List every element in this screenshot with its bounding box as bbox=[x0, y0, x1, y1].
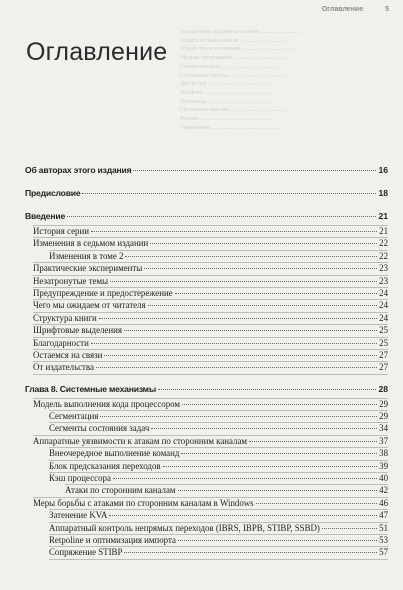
toc-entry-label: Модель выполнения кода процессором bbox=[33, 398, 181, 409]
toc-page-number: 24 bbox=[379, 312, 388, 323]
toc-page-number: 21 bbox=[379, 226, 388, 236]
dot-leader bbox=[158, 389, 376, 390]
dot-leader bbox=[163, 466, 378, 467]
toc-section bbox=[25, 211, 388, 375]
toc-entry-label: Внеочередное выполнение команд bbox=[49, 448, 180, 459]
toc-entry-label: Структура книги bbox=[33, 312, 97, 323]
toc-entry-label: Блок предсказания переходов bbox=[49, 460, 161, 471]
dot-leader bbox=[124, 330, 377, 331]
ghost-line: Модель прерываний ...................................... bbox=[180, 55, 291, 62]
toc-page-number: 46 bbox=[379, 497, 388, 508]
toc-entry-label: Атаки по сторонним каналам bbox=[65, 485, 176, 496]
toc-subentry[interactable] bbox=[33, 361, 388, 374]
table-of-contents bbox=[25, 165, 388, 569]
toc-subentry[interactable] bbox=[33, 299, 388, 311]
dot-leader bbox=[181, 453, 377, 454]
toc-subentry[interactable] bbox=[33, 312, 388, 324]
toc-entry-label: Сегментация bbox=[49, 411, 99, 422]
toc-subentry[interactable] bbox=[33, 237, 388, 249]
toc-subentry[interactable] bbox=[49, 460, 388, 472]
dot-leader bbox=[144, 268, 377, 269]
toc-entry-label: Аппаратный контроль непрямых переходов (IBRS, IBPB, STIBP, SSBD) bbox=[49, 522, 320, 533]
running-head-text: Оглавление bbox=[321, 6, 364, 13]
running-head-page: 5 bbox=[385, 6, 389, 13]
toc-entry-label: Предупреждение и предостережение bbox=[33, 287, 173, 298]
dot-leader bbox=[178, 490, 378, 491]
toc-page-number: 18 bbox=[378, 188, 388, 198]
toc-subentry[interactable] bbox=[33, 275, 388, 287]
toc-subentries bbox=[25, 398, 388, 560]
toc-page-number: 29 bbox=[379, 411, 388, 422]
toc-page-number: 51 bbox=[379, 522, 388, 533]
toc-page-number: 25 bbox=[379, 337, 388, 348]
toc-page-number: 47 bbox=[379, 510, 388, 521]
toc-entry-label: Аппаратные уязвимости к атакам по сторонним каналам bbox=[33, 435, 248, 446]
toc-subentry[interactable] bbox=[33, 287, 388, 299]
ghost-line: Синхронизация .......................................... bbox=[180, 63, 285, 70]
toc-page-number: 25 bbox=[379, 325, 388, 336]
toc-page-number: 29 bbox=[379, 398, 388, 409]
ghost-line: Системные вызовы ...................................... bbox=[180, 107, 288, 114]
toc-subentry[interactable] bbox=[65, 484, 388, 496]
toc-subentries bbox=[25, 225, 388, 375]
toc-chapter-entry[interactable] bbox=[25, 384, 388, 398]
toc-subentry[interactable] bbox=[33, 398, 388, 410]
toc-subentry[interactable] bbox=[49, 509, 388, 521]
dot-leader bbox=[109, 515, 377, 516]
toc-section bbox=[25, 165, 388, 179]
toc-entry-label: Об авторах этого издания bbox=[25, 165, 132, 175]
toc-entry-label: Глава 8. Системные механизмы bbox=[25, 383, 156, 394]
toc-page-number: 27 bbox=[379, 349, 388, 360]
dot-leader bbox=[113, 478, 377, 479]
toc-subentry[interactable] bbox=[33, 435, 388, 447]
toc-chapter-entry[interactable] bbox=[25, 211, 388, 225]
toc-entry-label: Незатронутые темы bbox=[33, 275, 109, 286]
dot-leader bbox=[91, 231, 377, 232]
toc-entry-label: Остаемся на связи bbox=[33, 349, 103, 360]
dot-leader bbox=[175, 293, 377, 294]
toc-subentry[interactable] bbox=[49, 410, 388, 422]
toc-subentry[interactable] bbox=[49, 522, 388, 534]
toc-page-number: 34 bbox=[379, 423, 388, 434]
dot-leader bbox=[110, 281, 377, 282]
dot-leader bbox=[151, 428, 377, 429]
toc-subentry[interactable] bbox=[49, 472, 388, 484]
toc-entry-label: Практические эксперименты bbox=[33, 263, 143, 274]
dot-leader bbox=[100, 416, 377, 417]
dot-leader bbox=[150, 243, 377, 244]
toc-page-number: 42 bbox=[379, 485, 388, 496]
ghost-line: Защита от выполнения ................................... bbox=[180, 37, 293, 44]
dot-leader bbox=[322, 528, 377, 529]
toc-entry-label: Сопряжение STIBP bbox=[49, 547, 123, 558]
toc-entry-label: Чего мы ожидаем от читателя bbox=[33, 300, 146, 311]
dot-leader bbox=[82, 193, 376, 194]
dot-leader bbox=[91, 343, 377, 344]
show-through-text bbox=[180, 28, 390, 132]
dot-leader bbox=[249, 441, 377, 442]
dot-leader bbox=[104, 355, 377, 356]
page-title: Оглавление bbox=[26, 38, 168, 66]
dot-leader bbox=[256, 503, 378, 504]
ghost-line: Управление ............................................ bbox=[180, 124, 278, 131]
toc-page-number: 53 bbox=[379, 534, 388, 545]
toc-subentry[interactable] bbox=[49, 250, 388, 262]
toc-page-number: 23 bbox=[379, 275, 388, 286]
toc-page-number: 37 bbox=[379, 435, 388, 446]
toc-page-number: 40 bbox=[379, 473, 388, 484]
ghost-line: Диспетчер ............................................. bbox=[180, 81, 277, 88]
toc-page-number: 21 bbox=[378, 211, 388, 221]
dot-leader bbox=[125, 256, 377, 257]
toc-subentry[interactable] bbox=[33, 262, 388, 274]
running-head bbox=[322, 6, 389, 13]
toc-section bbox=[25, 188, 388, 202]
dot-leader bbox=[67, 216, 376, 217]
toc-entry-label: История серии bbox=[33, 226, 89, 236]
toc-subentry[interactable] bbox=[33, 337, 388, 349]
toc-subentry[interactable] bbox=[49, 546, 388, 559]
toc-entry-label: Предисловие bbox=[25, 188, 81, 198]
toc-chapter-entry[interactable] bbox=[25, 188, 388, 202]
toc-subentry[interactable] bbox=[33, 225, 388, 237]
ghost-line: Резюме ................................................ bbox=[180, 116, 273, 123]
toc-entry-label: Благодарности bbox=[33, 337, 89, 348]
dot-leader bbox=[182, 404, 377, 405]
toc-entry-label: Изменения в томе 2 bbox=[49, 250, 124, 261]
dot-leader bbox=[99, 318, 377, 319]
dot-leader bbox=[148, 305, 378, 306]
toc-entry-label: Сегменты состояния задач bbox=[49, 423, 150, 434]
dot-leader bbox=[178, 540, 377, 541]
toc-page-number: 28 bbox=[378, 383, 388, 394]
toc-entry-label: От издательства bbox=[33, 362, 94, 373]
toc-page-number: 16 bbox=[378, 165, 388, 175]
ghost-line: Обработка исключений ................................... bbox=[180, 46, 294, 53]
dot-leader bbox=[133, 170, 376, 171]
section-gap bbox=[25, 560, 388, 569]
toc-entry-label: Введение bbox=[25, 211, 66, 221]
toc-subentry[interactable] bbox=[33, 324, 388, 336]
toc-page-number: 22 bbox=[379, 250, 388, 261]
section-gap bbox=[25, 375, 388, 384]
ghost-line: Windows ............................................... bbox=[180, 89, 275, 96]
toc-page-number: 24 bbox=[379, 300, 388, 311]
toc-subentry[interactable] bbox=[49, 447, 388, 459]
toc-page-number: 57 bbox=[379, 547, 388, 558]
toc-page-number: 24 bbox=[379, 287, 388, 298]
section-gap bbox=[25, 179, 388, 188]
dot-leader bbox=[124, 552, 377, 553]
toc-page-number: 27 bbox=[379, 362, 388, 373]
ghost-line: Системные потоки ....................................... bbox=[180, 72, 289, 79]
toc-entry-label: Изменения в седьмом издании bbox=[33, 238, 149, 249]
toc-subentry[interactable] bbox=[49, 534, 388, 546]
section-gap bbox=[25, 202, 388, 211]
toc-subentry[interactable] bbox=[33, 497, 388, 509]
toc-entry-label: Затенение KVA bbox=[49, 510, 108, 521]
toc-page-number: 38 bbox=[379, 448, 388, 459]
toc-subentry[interactable] bbox=[49, 422, 388, 434]
toc-page-number: 22 bbox=[379, 238, 388, 249]
toc-entry-label: Retpoline и оптимизация импорта bbox=[49, 534, 176, 545]
toc-section bbox=[25, 384, 388, 560]
toc-entry-label: Меры борьбы с атаками по сторонним каналам в Windows bbox=[33, 497, 254, 508]
toc-entry-label: Шрифтовые выделения bbox=[33, 325, 122, 336]
toc-chapter-entry[interactable] bbox=[25, 165, 388, 179]
toc-page-number: 23 bbox=[379, 263, 388, 274]
toc-subentry[interactable] bbox=[33, 349, 388, 361]
ghost-line: Аппаратная поддержка памяти ........................... bbox=[180, 29, 301, 35]
toc-page-number: 39 bbox=[379, 460, 388, 471]
ghost-line: Процессы .............................................. bbox=[180, 98, 277, 105]
dot-leader bbox=[96, 367, 377, 368]
toc-entry-label: Кэш процессора bbox=[49, 473, 111, 484]
